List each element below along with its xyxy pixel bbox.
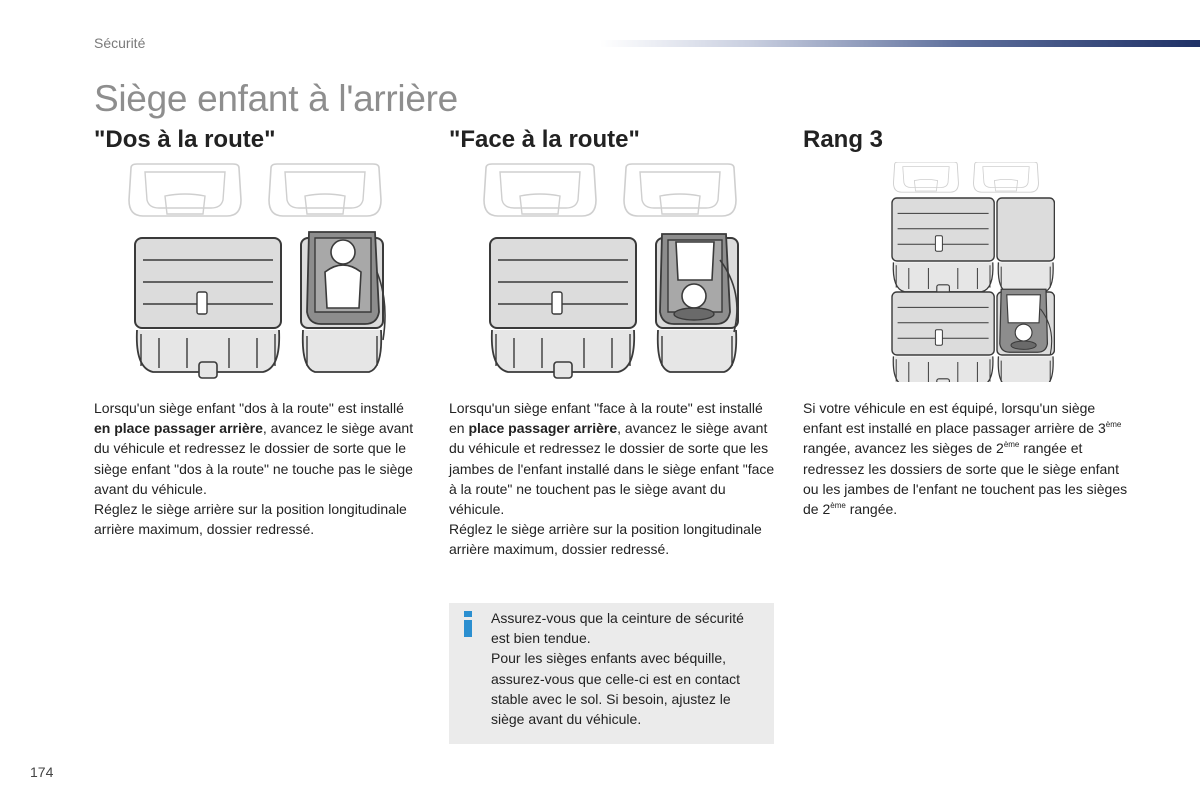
child-seat-row-3 [1000,289,1052,355]
page-number: 174 [30,764,54,780]
section-label: Sécurité [94,35,146,51]
rear-facing-seat-figure [125,162,395,382]
forward-facing-seat-figure [480,162,750,382]
column-title-forward-facing: "Face à la route" [449,126,640,153]
column-text-row-3: Si votre véhicule en est équipé, lorsqu'un siège enfant est installé en place passager arrière de 3ème rangée, avancez les sièges de 2ème rangée et redressez les dossiers de sorte que le siège enfant ou les jambes de l'enfant ne touchent pas les sièges de 2ème rangée. [803,400,1128,518]
info-icon [462,611,474,637]
page-title: Siège enfant à l'arrière [94,78,458,119]
header-bar [600,40,1200,47]
info-box [449,603,774,744]
column-title-row-3: Rang 3 [803,126,884,153]
info-text: Assurez-vous que la ceinture de sécurité est bien tendue. Pour les sièges enfants avec béquille, assurez-vous que celle-ci est en contact stable avec le sol. Si besoin, ajustez le siège avant du véhicule. [491,610,744,728]
column-text-rear-facing: Lorsqu'un siège enfant "dos à la route" est installé en place passager arrière, avancez le siège avant du véhicule et redressez le dossier de sorte que le siège enfant "dos à la route" ne touche pas le siège avant du véhicule. Réglez le siège arrière sur la position longitudinale arrière maximum, dossier redressé. [94,400,414,538]
column-text-forward-facing: Lorsqu'un siège enfant "face à la route" est installé en place passager arrière, avancez le siège avant du véhicule et redressez le dossier de sorte que les jambes de l'enfant installé dans le siège enfant "face à la route" ne touchent pas le siège avant du véhicule. Réglez le siège arrière sur la position longitudinale arrière maximum, dossier redressé. [449,400,775,558]
child-seat-forward-facing [660,234,737,332]
row-3-seat-figure [890,162,1055,382]
column-title-rear-facing: "Dos à la route" [94,126,276,153]
